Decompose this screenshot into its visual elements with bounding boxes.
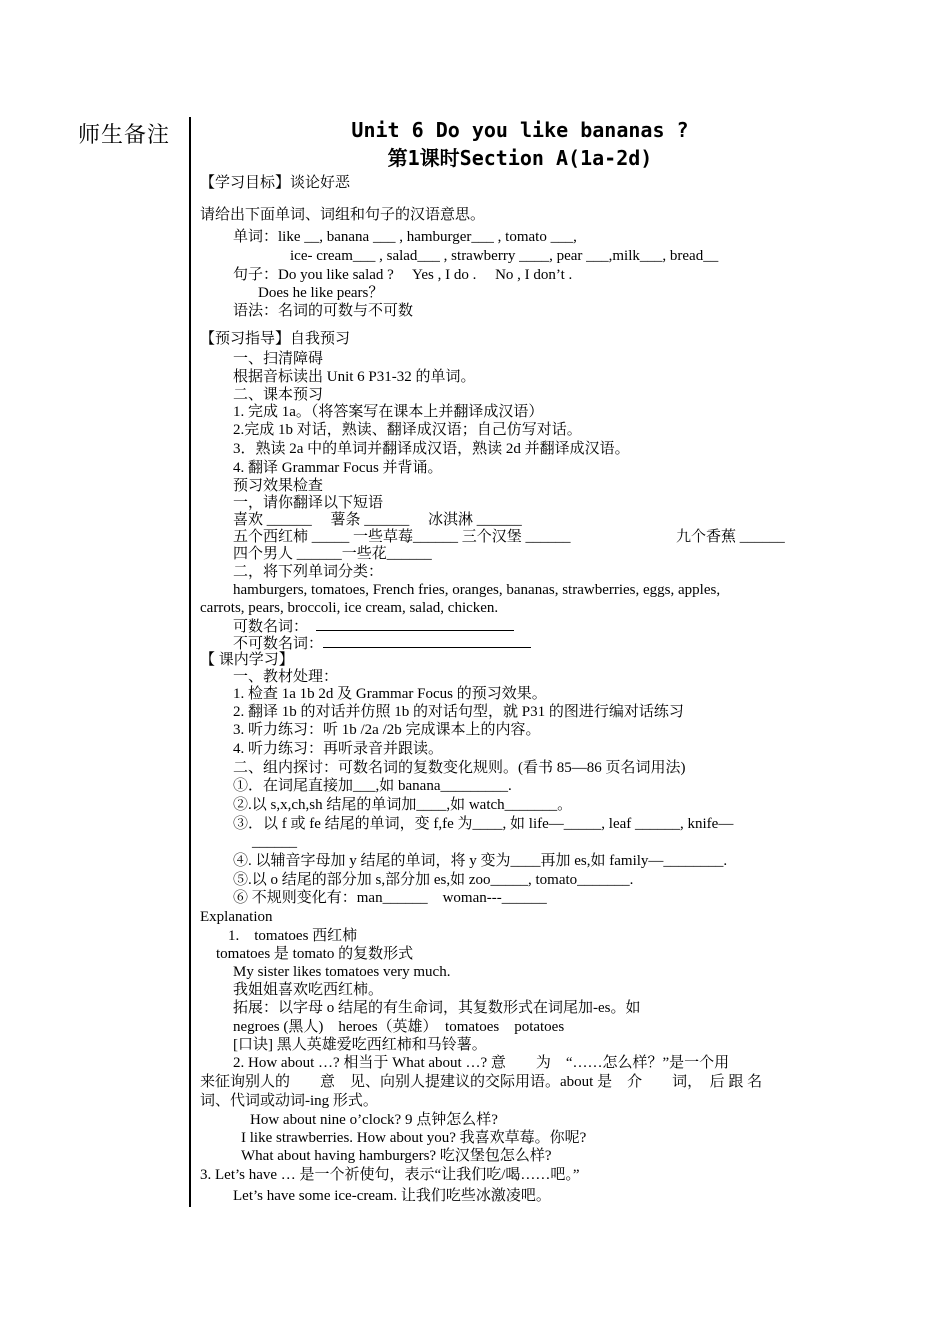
class-heading: 【 课内学习】	[200, 652, 294, 668]
sentences-line-1: 句子：Do you like salad ? Yes , I do . No , I don’t .	[233, 267, 573, 283]
preview-item: 2.完成 1b 对话，熟读、翻译成汉语；自己仿写对话。	[233, 422, 582, 438]
class-item: 4. 听力练习：再听录音并跟读。	[233, 741, 444, 757]
countable-label: 可数名词：	[233, 617, 514, 636]
explanation-line: 我姐姐喜欢吃西红柿。	[233, 982, 384, 998]
preview-item: 3．熟读 2a 中的单词并翻译成汉语，熟读 2d 并翻译成汉语。	[233, 441, 630, 457]
words-line-1: 单词：like __, banana ___ , hamburger___ , tomato ___,	[233, 229, 577, 245]
explanation-line: 来征询别人的 意 见、向别人提建议的交际用语。about 是 介 词， 后 跟 名	[200, 1074, 763, 1090]
sentences-line-2: Does he like pears？	[258, 285, 384, 301]
explanation-line: My sister likes tomatoes very much.	[233, 964, 451, 980]
preview-item: 根据音标读出 Unit 6 P31-32 的单词。	[233, 369, 476, 385]
preview-item: 1. 完成 1a。（将答案写在课本上并翻译成汉语）	[233, 404, 544, 420]
rule-item: ①．在词尾直接加___,如 banana_________.	[233, 778, 512, 794]
class-item: 二、组内探讨：可数名词的复数变化规则。(看书 85—86 页名词用法)	[233, 760, 686, 776]
explanation-line: negroes (黑人) heroes（英雄） tomatoes potatoes	[233, 1019, 565, 1035]
margin-note: 师生备注	[78, 122, 171, 147]
explanation-line: Let’s have some ice-cream. 让我们吃些冰激凌吧。	[233, 1188, 551, 1204]
explanation-line: 1. tomatoes 西红柿	[228, 928, 358, 944]
explanation-line: 3. Let’s have … 是一个祈使句，表示“让我们吃/喝……吧。”	[200, 1167, 580, 1183]
translate-line: 五个西红柿 _____ 一些草莓______ 三个汉堡 ______	[233, 529, 571, 545]
preview-item: 二、课本预习	[233, 387, 324, 403]
uncountable-label: 不可数名词：	[233, 634, 531, 653]
translate-line: 四个男人 ______一些花______	[233, 546, 432, 562]
words-line-2: ice- cream___ , salad___ , strawberry ____, pear ___,milk___, bread__	[290, 248, 719, 264]
explanation-heading: Explanation	[200, 909, 273, 925]
explanation-line: 2. How about …? 相当于 What about …? 意 为 “……怎么样？”是一个用	[233, 1055, 730, 1071]
explanation-line: What about having hamburgers? 吃汉堡包怎么样?	[241, 1148, 552, 1164]
preview-heading: 【预习指导】自我预习	[200, 331, 351, 347]
page-title: Unit 6 Do you like bananas ?	[351, 118, 689, 142]
margin-divider	[189, 117, 191, 1207]
preview-item: 一，请你翻译以下短语	[233, 495, 384, 511]
grammar-line: 语法：名词的可数与不可数	[233, 303, 414, 319]
rule-item: ⑥ 不规则变化有：man______ woman---______	[233, 890, 547, 906]
translate-line: 九个香蕉 ______	[676, 529, 785, 545]
class-item: 2. 翻译 1b 的对话并仿照 1b 的对话句型，就 P31 的图进行编对话练习	[233, 704, 684, 720]
rule-item: ③．以 f 或 fe 结尾的单词，变 f,fe 为____, 如 life—_____, leaf ______, knife—	[233, 816, 734, 832]
explanation-line: How about nine o’clock? 9 点钟怎么样?	[250, 1112, 498, 1128]
classify-heading: 二，将下列单词分类：	[233, 564, 384, 580]
preview-item: 预习效果检查	[233, 478, 324, 494]
class-item: 1. 检查 1a 1b 2d 及 Grammar Focus 的预习效果。	[233, 686, 547, 702]
word-list-line: carrots, pears, broccoli, ice cream, salad, chicken.	[200, 600, 499, 616]
word-list-line: hamburgers, tomatoes, French fries, oranges, bananas, strawberries, eggs, apples,	[233, 582, 721, 598]
rule-item: ______	[252, 834, 297, 850]
explanation-line: 拓展：以字母 o 结尾的有生命词，其复数形式在词尾加-es。如	[233, 1000, 641, 1016]
preview-item: 一、扫清障碍	[233, 351, 324, 367]
learning-goal: 【学习目标】谈论好恶	[200, 175, 351, 191]
translate-line: 喜欢 ______ 薯条 ______ 冰淇淋 ______	[233, 512, 522, 528]
explanation-line: [口诀] 黑人英雄爱吃西红柿和马铃薯。	[233, 1037, 487, 1053]
page-subtitle: 第1课时Section A(1a-2d)	[387, 146, 653, 170]
explanation-line: tomatoes 是 tomato 的复数形式	[216, 946, 414, 962]
preview-item: 4. 翻译 Grammar Focus 并背诵。	[233, 460, 443, 476]
rule-item: ②.以 s,x,ch,sh 结尾的单词加____,如 watch_______。	[233, 797, 573, 813]
explanation-line: 词、代词或动词-ing 形式。	[200, 1093, 378, 1109]
rule-item: ⑤.以 o 结尾的部分加 s,部分加 es,如 zoo_____, tomato_______.	[233, 872, 634, 888]
class-item: 3. 听力练习：听 1b /2a /2b 完成课本上的内容。	[233, 722, 541, 738]
class-item: 一、教材处理：	[233, 669, 339, 685]
explanation-line: I like strawberries. How about you? 我喜欢草莓。你呢?	[241, 1130, 587, 1146]
rule-item: ④. 以辅音字母加 y 结尾的单词，将 y 变为____再加 es,如 family—________.	[233, 853, 728, 869]
intro-text: 请给出下面单词、词组和句子的汉语意思。	[200, 207, 486, 223]
